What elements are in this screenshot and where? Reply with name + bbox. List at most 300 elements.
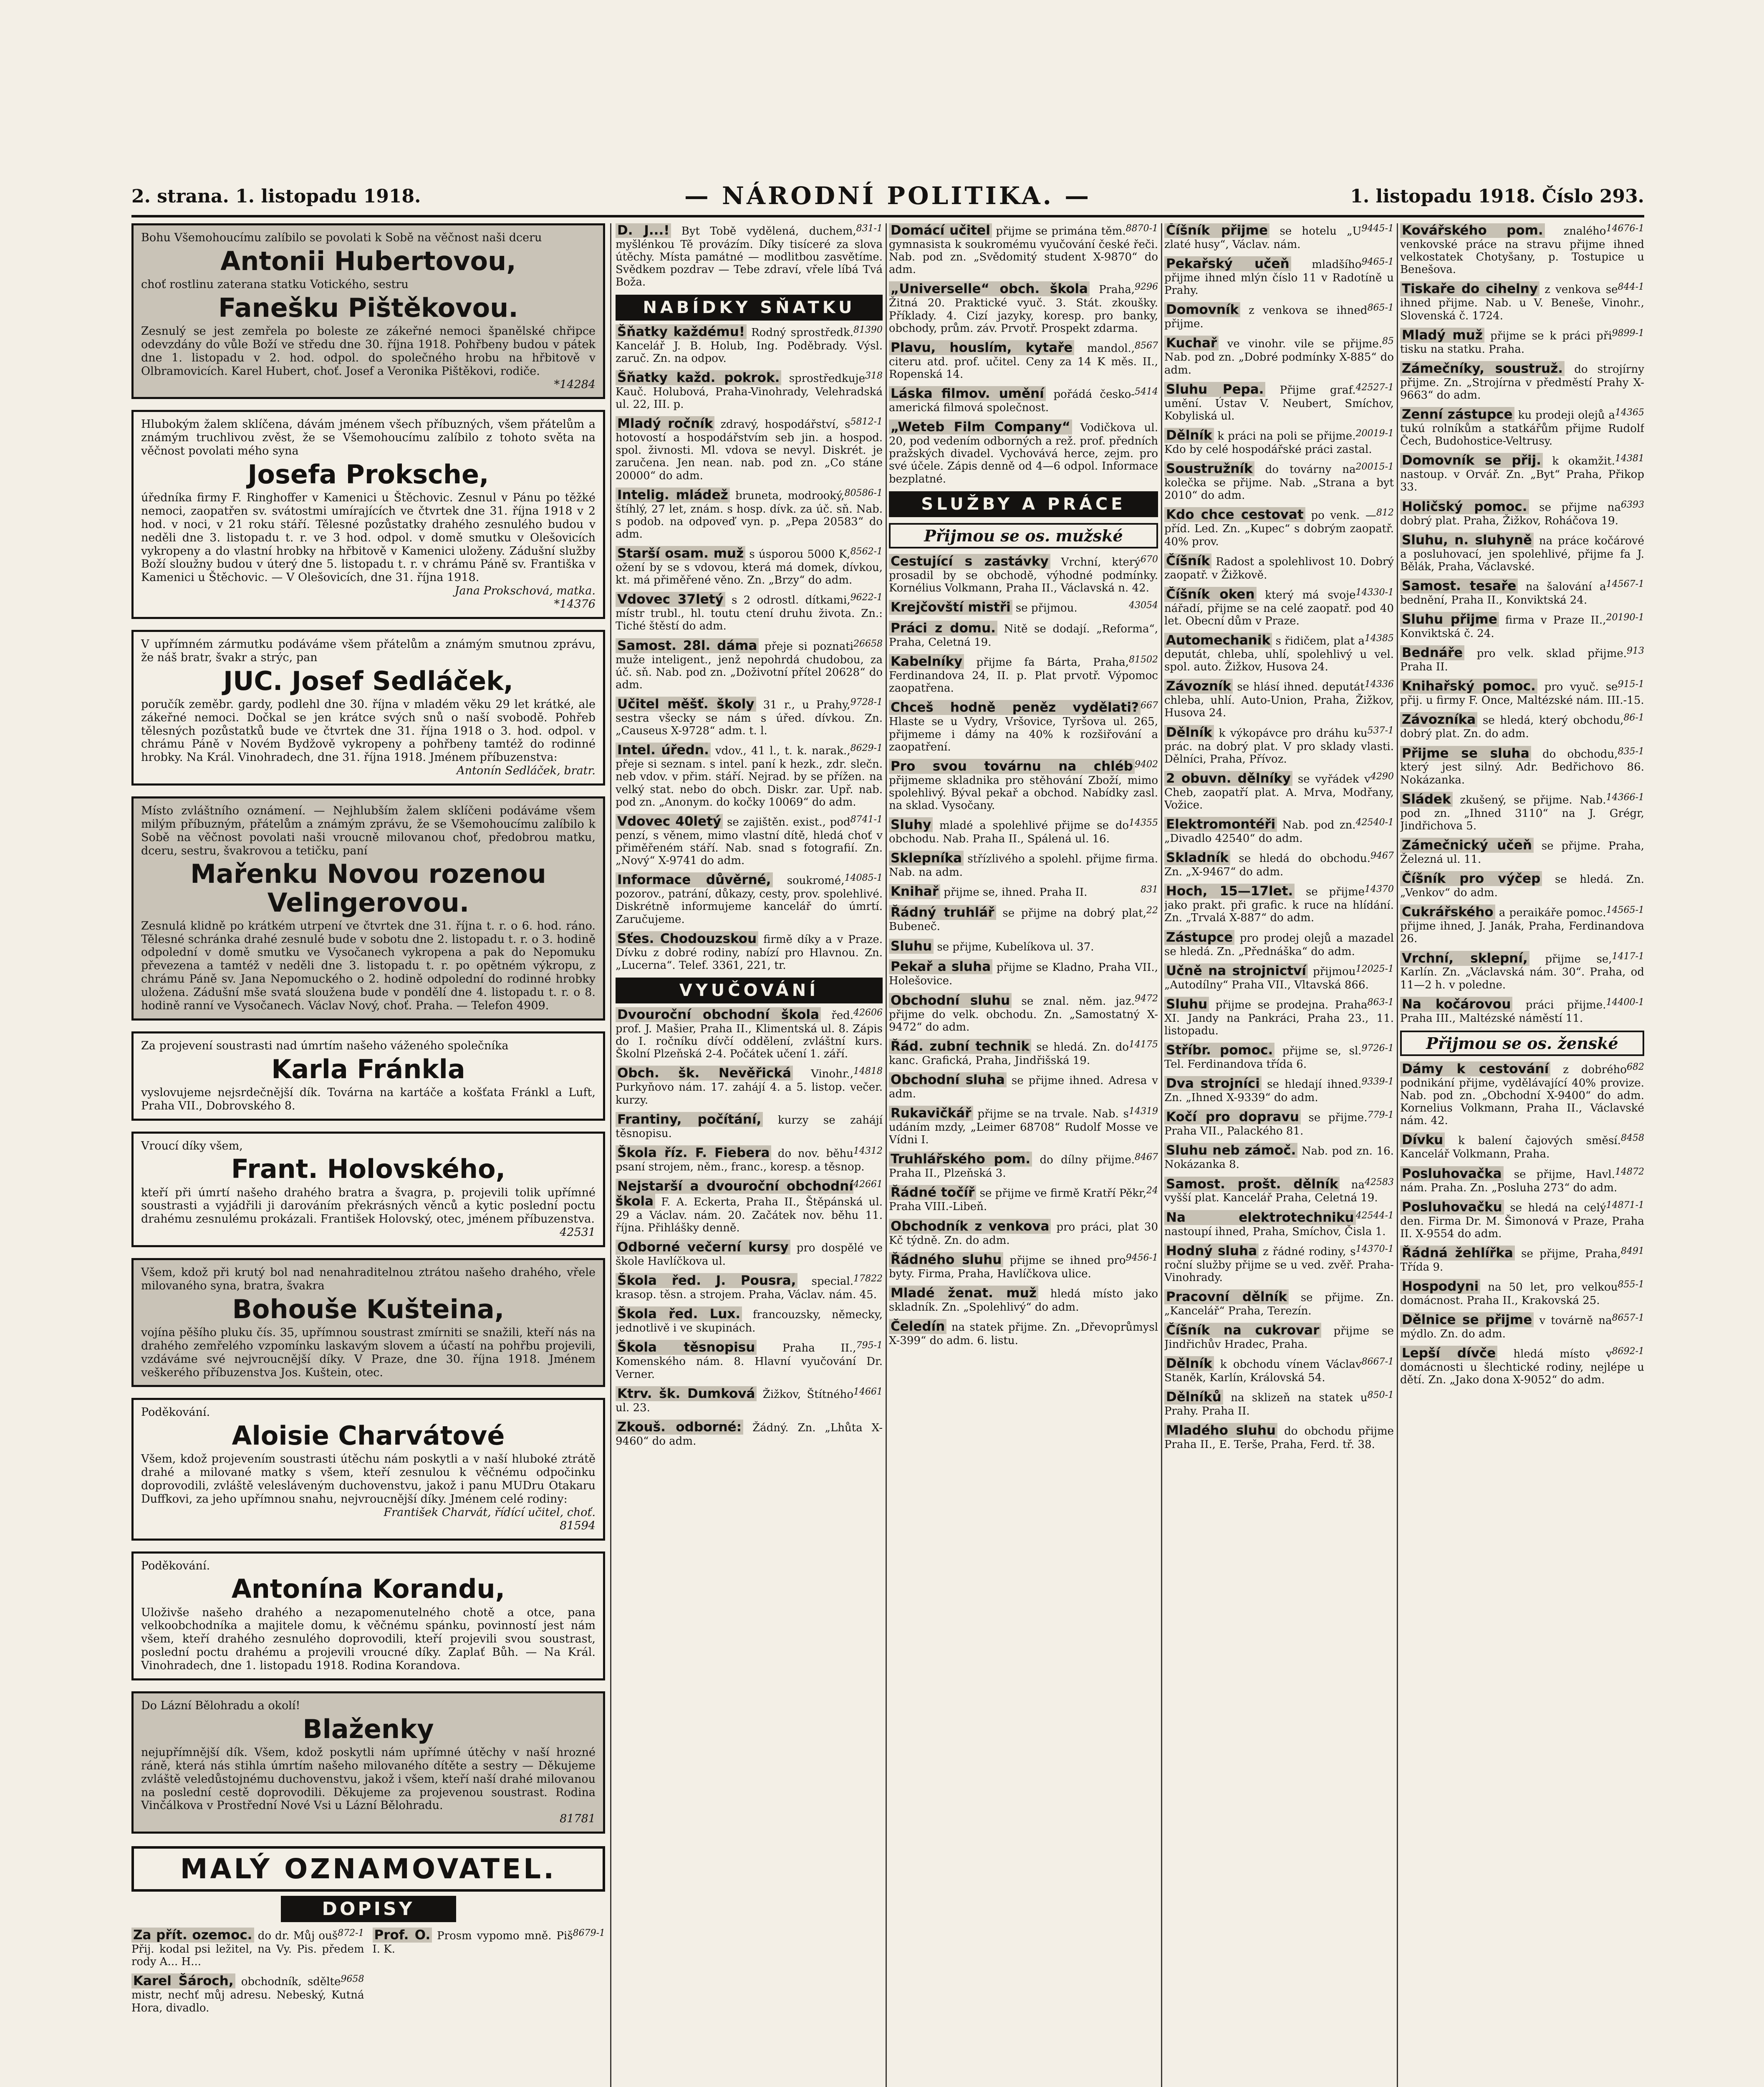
classified-ad [1164,336,1394,376]
notice-intro: Do Lázní Bělohradu a okolí! [141,1699,300,1712]
ad-keyword: Automechanik [1164,633,1272,648]
ad-text: Vinohr., Purkyňovo nám. 17. zahájí 4. a 5. listop. večer. kurzy. [616,1068,883,1107]
ad-text: se přijme ve firmě Kratří Pěkr, Praha VIII.-Libeň. [889,1187,1147,1213]
ad-keyword: Elektromontéři [1164,817,1277,832]
ad-keyword: Knihař [889,884,940,899]
classified-ad [889,621,1158,649]
classified-ad [1164,1210,1394,1238]
ad-keyword: Řádná žehlířka [1400,1246,1515,1261]
classified-ad [616,1008,883,1060]
ad-number: 8629-1 [850,743,883,754]
ad-keyword: Bednáře [1400,645,1464,660]
ad-text: do nov. běhu psaní strojem, něm., franc., koresp. a těsnop. [616,1147,865,1173]
ad-keyword: Plavu, houslím, kytaře [889,340,1074,355]
ad-keyword: Pracovní dělník [1164,1289,1289,1304]
ad-keyword: Zkouš. odborné: [616,1420,743,1435]
classified-ad [616,639,883,691]
classified-ad [1164,633,1394,673]
classified-ad [1400,746,1644,786]
ad-number: 42661 [853,1179,883,1190]
ad-keyword: Číšník [1164,553,1211,568]
classified-ad [616,743,883,809]
notice-body: kteří při úmrtí našeho drahého bratra a švagra, p. projevili tolik upřímné soustrasti a vyjádřili ji darováním překrásných věnců a kytic poslední poctu drahému zesnulému prokázali. František Holovský, otec, jménem příbuzenstva. [141,1186,596,1226]
marriage-banner: NABÍDKY SŇATKU [616,295,883,321]
ad-keyword: Sluhu, n. sluhyně [1400,533,1534,548]
classified-ad [1400,1133,1644,1160]
classified-ad [889,1319,1158,1347]
classified-ad [889,939,1158,954]
classified-ad [889,600,1158,615]
ad-keyword: Posluhovačka [1400,1166,1504,1181]
ad-keyword: Pekař a sluha [889,959,992,974]
classified-ad [1164,884,1394,924]
ad-text: do obchodu přijme Praha II., E. Terše, Praha, Ferd. tř. 38. [1164,1425,1394,1451]
ad-text: Praha, Žitná 20. Praktické vyuč. 3. Stát. zkoušky. Příklady. 4. Cizí jazyky, koresp. pro banky, obchody, prům. záv. Prvotř. Prospekt zdarma. [889,283,1158,335]
classified-title: MALÝ OZNAMOVATEL. [131,1846,605,1892]
ad-keyword: Sťes. Chodouzskou [616,931,758,946]
ad-number: 855-1 [1618,1279,1644,1290]
classified-ad [616,371,883,411]
notice-intro: Za projevení soustrasti nad úmrtím našeho váženého společníka [141,1039,509,1052]
ad-keyword: Číšník na cukrovar [1164,1323,1321,1338]
ad-keyword: Hoch, 15—17let. [1164,884,1295,899]
column-rule [886,223,887,2087]
ad-number: 14370 [1365,884,1394,895]
ad-number: 9296 [1135,282,1158,293]
ad-keyword: Samost. 28l. dáma [616,638,759,653]
ad-keyword: Dělníků [1164,1390,1223,1405]
ad-text: do dílny přijme. Praha II., Plzeňská 3. [889,1154,1135,1180]
ad-text: zkušený, se přijme. Nab. pod zn. „Ihned 3110“ na J. Grégr, Jindřichova 5. [1400,793,1644,832]
ad-text: přijme se, sl. Tel. Ferdinandova třída 6. [1164,1045,1362,1071]
ad-text: sprostředkuje Kauč. Holubová, Praha-Vinohrady, Velehradská ul. 22, III. p. [616,372,883,411]
ad-text: se přijme. Praha, Železná ul. 11. [1400,840,1644,866]
ad-text: přijme se k práci při tisku na statku. Praha. [1400,329,1612,356]
notice-body: Všem, kdož projevením soustrasti útěchu nám poskytli a v naší hluboké ztrátě drahé a milované matky s všem, kteří zesnulou k věčnému odpočinku doprovodili, zvláště velesláveným duchovenstvu, jakož i panu MUDru Otakaru Duffkovi, za jeho upřímnou snahu, nejvroucnější díky. Jménem celé rodiny: [141,1453,596,1506]
ad-number: 9339-1 [1361,1076,1394,1087]
classified-ad [889,282,1158,334]
classified-ad [889,818,1158,845]
classified-ad [616,546,883,586]
ad-number: 667 [1141,700,1158,711]
ad-keyword: Vdovec 40letý [616,814,723,829]
ad-text: přijmou „Autodílny“ Praha VII., Vltavská 866. [1164,965,1369,991]
ad-text: přijmeme skladnika pro stěhování Zboží, mimo spolehlivý. Býval pekař a obchod. Nabídky zasl. na sklad. Vysočany. [889,774,1158,812]
ad-keyword: Prof. O. [373,1928,432,1943]
classified-ad [616,325,883,365]
ad-text: obchodník, sdělte mistr, nechť můj adresu. Nebeský, Kutná Hora, divadlo. [131,1976,364,2014]
ad-text: se přijme jako prakt. při grafic. k ruce na hlídání. Zn. „Trvalá X-887“ do adm. [1164,886,1394,925]
ad-text: Žádný. Zn. „Lhůta X-9460“ do adm. [616,1421,883,1448]
ad-text: se hledá, který obchodu, dobrý plat. Zn. do adm. [1400,714,1624,740]
classified-ad [1164,851,1394,878]
ad-text: přeje si poznati muže inteligent., jenž nepohrdá chudobou, za úč. sň. Nab. pod zn. „Doživotní přítel 20628“ do adm. [616,640,883,691]
ad-keyword: Dělník [1164,1356,1214,1371]
death-notice [131,796,605,1021]
ad-number: 14085-1 [844,873,883,884]
classified-ad [616,223,883,289]
ad-number: 14355 [1129,818,1158,829]
ad-text: přijme fa Bárta, Praha, Ferdinandova 24, II. p. Plat prvotř. Výpomoc zaopatřena. [889,656,1158,695]
ad-text: pro velk. sklad přijme. Praha II. [1400,647,1627,674]
classified-ad [1164,725,1394,766]
ad-keyword: Mladé ženat. muž [889,1286,1038,1301]
ad-number: 831 [1141,884,1158,895]
classified-ad [1164,1323,1394,1351]
ads-list [889,223,1158,485]
ad-text: soukromé, pozorov., patrání, důkazy, cesty, prov. spolehlivé. Diskrétně informujeme kancelář do úmrtí. Zaručujeme. [616,874,883,926]
ad-text: pro vyuč. se přij. u firmy F. Once, Maltézské nám. III.-15. [1400,681,1644,707]
ad-number: 42544-1 [1355,1210,1394,1221]
notice-name: JUC. Josef Sedláček, [223,665,513,696]
notice-body: Zesnulý se jest zemřela po boleste ze zákeřné nemoci španělské chřipce odevzdány do vůle Boží ve středu dne 30. října 1918. Pohřbeny budou v pátek dne 1. listopadu v 2. hod. odpol. do společného hrobu na hřbitově v Olbramovicích. Karel Hubert, choť. Josef a Veronika Pištěkovi, rodiče. [141,325,596,378]
classified-ad [1400,1346,1644,1386]
ad-keyword: Obchodní sluha [889,1072,1007,1087]
ad-text: se hledá na celý den. Firma Dr. M. Šimonová v Praze, Praha II. X-9554 do adm. [1400,1201,1644,1240]
classified-ad [1164,554,1394,581]
notice-name: Aloisie Charvátové [232,1420,505,1451]
ad-keyword: Láska filmov. umění [889,386,1046,401]
notice-text: choť rostlinu zaterana statku Votického, sestru [141,278,409,291]
classified-ad [1400,533,1644,573]
ad-text: se hledá do obchodu. Zn. „X-9467“ do adm. [1164,852,1371,879]
classified-ad [1400,905,1644,945]
notice-text: nejupřímnější dík. [141,1746,248,1759]
ad-text: special. krasop. těsn. a strojem. Praha, Václav. nám. 45. [616,1275,877,1301]
classified-ad [889,905,1158,933]
notice-number: 42531 [560,1226,596,1239]
ad-text: Nab. pod zn. „Divadlo 42540“ do adm. [1164,819,1356,845]
ad-number: 8692-1 [1612,1346,1644,1357]
classified-ad [1400,1167,1644,1194]
ad-text: na sklizeň na statek u Prahy. Praha II. [1164,1392,1368,1418]
dopisy-list [131,1928,605,2020]
classified-ad [1400,453,1644,493]
ad-keyword: Sklepníka [889,851,964,866]
ad-number: 8491 [1621,1246,1644,1256]
ad-keyword: Škola těsnopisu [616,1340,757,1355]
ad-text: z dobrého podnikání přijme, vydělávající 40% provize. Nab. pod zn. „Obchodní X-9400“ do adm. Kornelius Volkmann, Praha II., Václavské nám. 42. [1400,1063,1644,1127]
ad-keyword: Odborné večerní kursy [616,1240,790,1255]
classified-ad [1400,838,1644,866]
ad-keyword: Skladník [1164,850,1230,865]
classified-ad [1164,1177,1394,1205]
ad-number: 682 [1627,1061,1644,1072]
ad-keyword: Posluhovačku [1400,1200,1504,1215]
classified-ad [616,1387,883,1414]
ad-text: a peraikáře pomoc. přijme ihned, J. Janák, Praha, Ferdinandova 26. [1400,907,1644,945]
ad-number: 14365 [1615,407,1644,418]
ad-keyword: Závozníka [1400,712,1477,727]
ad-text: francouzsky, německy, jednotlivě i ve skupinách. [616,1309,883,1335]
death-notice [131,410,605,619]
ad-number: 14818 [853,1066,883,1077]
ad-number: 779-1 [1367,1110,1394,1121]
ad-keyword: Práci z domu. [889,621,997,636]
ad-number: 17822 [853,1273,883,1284]
ad-text: firmě díky a v Praze. Dívku z dobré rodiny, nabízí pro Hlavnou. Zn. „Lucerna“. Telef. 3361, 221, tr. [616,933,883,972]
notice-name: Antonii Hubertovou, [220,245,516,276]
classified-ad [889,1185,1158,1213]
ad-text: z venkova se ihned přijme. [1164,304,1368,331]
ad-keyword: Domovník [1164,302,1240,317]
ad-number: 14381 [1615,453,1644,464]
ad-text: řed. prof. J. Mašier, Praha II., Klimentská ul. 8. Zápis do I. ročníku dívčí oddělení, zvláštní kurs. Školní Plzeňská 2-4. Počátek učení 1. září. [616,1009,883,1061]
ad-number: 14676-1 [1606,223,1644,234]
ad-keyword: Kuchař [1164,336,1219,351]
ad-number: 9728-1 [850,697,883,708]
ad-text: přijme se Jindřichův Hradec, Praha. [1164,1325,1394,1351]
ad-number: 835-1 [1618,746,1644,757]
ad-text: se přijme, Havl. nám. Praha. Zn. „Posluha 273“ do adm. [1400,1168,1618,1194]
notice-intro: Všem, kdož při krutý bol nad nenahraditelnou ztrátou našeho drahého, vřele milovaného syna, bratra, švakra [141,1266,596,1292]
classified-ad [1164,1390,1394,1417]
ad-keyword: Pro svou továrnu na chléb [889,759,1135,774]
ad-text: na vyšší plat. Kancelář Praha, Celetná 19. [1164,1178,1378,1205]
ad-text: k obchodu vínem Václav Staněk, Karlín, Královská 54. [1164,1358,1362,1385]
classified-ad [889,341,1158,381]
ad-keyword: Sluhu přijme [1400,612,1499,627]
ad-keyword: Karel Šároch, [131,1973,235,1988]
ad-keyword: Kabelníky [889,654,964,669]
ads-list [1400,1062,1644,1387]
ad-text: pro prodej olejů a mazadel se hledá. Zn. „Přednáška“ do adm. [1164,932,1394,958]
ad-text: vdov., 41 l., t. k. narak., přeje si seznam. s intel. paní k hezk., zdr. slečn. neb vdov. v přim. stáří. Nejrad. by se přížen. na velký stat. nebo do obch. Diskr. zar. Upř. nab. pod zn. „Anonym. do kočky 10069“ do adm. [616,745,883,809]
column-rule [1161,223,1162,2087]
ad-text: se přijme. Praha VII., Palackého 81. [1164,1112,1368,1138]
notice-name: Bohouše Kušteina, [232,1294,505,1324]
ad-keyword: Čeledín [889,1319,946,1334]
ad-keyword: Škola říz. F. Fiebera [616,1145,771,1160]
ad-keyword: D. J...! [616,223,671,238]
ad-text: se přijme, Kubelíkova ul. 37. [937,940,1094,953]
classified-ad [889,884,1158,899]
classified-ad [1400,282,1644,322]
ad-keyword: Ktrv. šk. Dumková [616,1386,757,1401]
ad-number: 14175 [1129,1039,1158,1050]
ad-text: Nab. pod zn. 16. Nokázanka 8. [1164,1145,1394,1171]
ad-keyword: Dívku [1400,1132,1445,1147]
notice-body: Uloživše našeho drahého a nezapomenutelného chotě a otce, pana velkoobchodníka a majitele domu, k věčnému spánku, povinností jest nám všem, kteří drahého zesnulého doprovodili, kteří projevili svou soustrast, poslední poctu drahému a projevili vroucné díky. Zaplať Bůh. — Na Král. Vinohradech, dne 1. listopadu 1918. Rodina Korandova. [141,1606,596,1673]
ad-keyword: Mladý muž [1400,328,1484,343]
classified-ad [616,814,883,867]
classified-ad [1164,930,1394,958]
notice-intro: Vroucí díky všem, [141,1139,243,1152]
notice-number: 81781 [560,1812,596,1826]
ad-keyword: Lepší dívče [1400,1346,1497,1361]
classified-ad [1164,817,1394,845]
ad-number: 831-1 [856,223,883,234]
ad-keyword: Rukavičkář [889,1106,973,1121]
ad-text: v továrně na mýdlo. Zn. do adm. [1400,1314,1612,1341]
ad-keyword: Sluhu [1164,997,1209,1012]
ad-number: 42527-1 [1355,382,1394,393]
ad-keyword: Škola řed. J. Pousra, [616,1273,797,1288]
classified-ad [131,1974,364,2014]
ad-text: přijme se na trvale. Nab. s udáním mzdy, „Leimer 68708“ Rudolf Mosse ve Vídni I. [889,1108,1158,1147]
ad-number: 12025-1 [1355,963,1394,974]
classified-ad [1400,1313,1644,1340]
ad-text: který má svoje nářadí, přijme se na celé zaopatř. pod 40 let. Obecní dům v Praze. [1164,589,1394,627]
ad-text: se přijme, Praha, Třída 9. [1400,1247,1621,1273]
ad-text: pro dospělé ve škole Havlíčkova ul. [616,1242,883,1268]
death-notice [131,223,605,399]
ad-keyword: Kdo chce cestovat [1164,507,1305,522]
ad-keyword: Soustružník [1164,461,1254,476]
ad-number: 22 [1146,905,1158,916]
ad-number: 6393 [1621,499,1644,510]
ad-keyword: Učitel měšť. školy [616,697,756,712]
ad-text: práci přijme. Praha III., Maltézské náměstí 11. [1400,998,1606,1025]
notice-name: Fanešku Pištěkovou. [218,292,518,323]
death-notice [131,1691,605,1834]
ad-number: 14400-1 [1606,997,1644,1008]
ads-list [1164,223,1394,1451]
ad-keyword: Obchodní sluhu [889,993,1012,1008]
ad-keyword: Cukrářského [1400,905,1495,920]
ad-number: 9465-1 [1361,257,1394,268]
ad-text: k práci na poli se přijme. Kdo by celé hospodářské práci zastal. [1164,430,1372,456]
ad-keyword: Knihařský pomoc. [1400,679,1537,694]
newspaper-title: — NÁRODNÍ POLITIKA. — [684,182,1092,210]
notice-name: Antonína Korandu, [231,1574,505,1604]
ad-number: 14871-1 [1606,1200,1644,1210]
ad-text: se přijmou. [1015,602,1078,615]
ad-text: na práce kočárové a posluhovací, jen spolehlivé, přijme fa J. Bělák, Praha, Václavské. [1400,534,1644,573]
ad-keyword: Zámečnický učeň [1400,838,1534,853]
ad-number: 8657-1 [1612,1313,1644,1324]
ad-keyword: Dva strojníci [1164,1076,1262,1091]
death-notice [131,1398,605,1540]
classified-ad [1164,1143,1394,1171]
ad-keyword: „Universelle“ obch. škola [889,281,1090,296]
classified-ad [1164,997,1394,1037]
ad-text: F. A. Eckerta, Praha II., Štěpánská ul. 29 a Václav. nám. 20. Začátek nov. běhu 11. října. Přihlášky denně. [616,1195,883,1234]
ad-text: hledá místo jako skladník. Zn. „Spolehlivý“ do adm. [889,1287,1158,1314]
masthead [131,177,1644,217]
ad-keyword: Chceš hodně peněz vydělati? [889,700,1141,715]
column-5 [1400,223,1644,2087]
ad-number: 850-1 [1367,1390,1394,1401]
ad-number: 86-1 [1623,713,1644,723]
classified-ad [1400,646,1644,673]
ad-number: 5812-1 [850,417,883,427]
ad-keyword: Zenní zástupce [1400,407,1514,422]
classified-ad [1400,997,1644,1025]
ad-keyword: Dámy k cestování [1400,1061,1550,1076]
notice-name: Karla Fránkla [271,1054,465,1084]
classified-ad [889,654,1158,695]
ad-text: se vyřádek v Cheb, zaopatří plat. A. Mrva, Modřany, Vožice. [1164,773,1394,811]
ad-keyword: Kovářského pom. [1400,223,1545,238]
ad-number: 9402 [1135,759,1158,770]
classified-ad [1164,223,1394,251]
ad-text: Radost a spolehlivost 10. Dobrý zaopatř. v Žižkově. [1164,555,1394,581]
ad-keyword: Vdovec 37letý [616,592,725,607]
ad-text: Vodičkova ul. 20, pod vedením odborných a rež. prof. předních pražských divadel. Vychovává herce, zejm. pro své účele. Zápis denně od 4—6 odpol. Informace bezplatné. [889,422,1158,485]
classified-ad [616,1307,883,1334]
classified-ad [1164,1043,1394,1071]
ad-keyword: Kočí pro dopravu [1164,1109,1301,1124]
notice-signature: František Charvát, řídící učitel, choť. [384,1506,596,1519]
ad-keyword: Dělník [1164,428,1214,443]
ad-number: 14567-1 [1606,579,1644,589]
ad-number: 9467 [1370,851,1394,862]
classified-ad [616,592,883,632]
ad-number: 9622-1 [850,592,883,603]
ad-text: se hledá. Zn. do kanc. Grafická, Praha, Jindřišská 19. [889,1041,1129,1067]
classified-ad [889,554,1158,594]
column-rule [1397,223,1398,2087]
ad-number: 14385 [1365,633,1394,644]
ad-number: 81390 [853,324,883,335]
ad-number: 915-1 [1618,679,1644,690]
ad-number: 43054 [1129,600,1158,611]
ad-keyword: Šňatky každ. pokrok. [616,370,781,385]
notice-intro: Poděkování. [141,1559,210,1572]
ad-text: na šalování a bednění, Praha II., Konviktská 24. [1400,580,1606,606]
ad-text: kurzy se zahájí těsnopisu. [616,1114,883,1140]
ad-text: se zajištěn. exist., pod penzí, s věnem, mimo vlastní dítě, hledá choť v přiměřeném stáří. Nab. snad s fotografií. Zn. „Nový“ X-9741 do adm. [616,816,883,867]
column-3 [889,223,1158,2087]
ad-number: 795-1 [856,1340,883,1351]
ad-number: 318 [865,370,883,381]
ad-text: po venk. — příd. Led. Zn. „Kupec“ s dobrým zaopatř. 40% prov. [1164,509,1394,548]
classified-ad [1164,257,1394,297]
page-date-right: 1. listopadu 1918. Číslo 293. [1350,186,1644,207]
classified-ad [1400,328,1644,356]
ad-number: 537-1 [1367,725,1394,736]
notice-intro: Hlubokým žalem sklíčena, dávám jménem všech příbuzných, všem přátelům a známým truchlivou zvěst, že se Všemohoucímu zalíbilo z tohoto světa na věčnost povolati mého syna [141,418,596,458]
notices-list [131,223,605,1834]
ad-number: 9726-1 [1361,1043,1394,1054]
ad-keyword: Učně na strojnictví [1164,963,1308,978]
classified-ad [373,1928,606,1968]
ad-text: hledá místo v domácnosti u šlechtické rodiny, nejlépe u dětí. Zn. „Jako dona X-9052“ do adm. [1400,1348,1644,1387]
ad-text: přijme se, ihned. Praha II. [944,886,1088,899]
ad-text: k balení čajových směsí. Kancelář Volkmann, Praha. [1400,1134,1621,1161]
ad-text: z venkova se ihned přijme. Nab. u V. Beneše, Vinohr., Slovenská č. 1724. [1400,283,1644,322]
ad-keyword: Na elektrotechniku [1164,1210,1356,1225]
ads-list [616,1008,883,1448]
ad-text: k okamžit. nastoup. v Orvář. Zn. „Byt“ Praha, Přikop 33. [1400,455,1644,494]
classified-ad [1164,462,1394,502]
ad-text: přijme se prodejna. Praha XI. Jandy na Pankráci, Praha 23., 11. listopadu. [1164,998,1394,1037]
ad-number: 81502 [1129,654,1158,665]
ad-number: 9658 [341,1974,364,1985]
notice-intro: Místo zvláštního oznámení. — Nejhlubším žalem sklíčeni podáváme všem milým příbuzným, přátelům a známým zprávu, že se Všemohoucímu zalíbilo k Sobě na věčnost povolati naši vroucně milovanou choť, předobrou matku, dceru, sestru, švakrovou a tetičku, paní [141,804,596,857]
ad-keyword: Řád. zubní technik [889,1039,1031,1054]
classified-ad [1164,1423,1394,1451]
ad-text: s řidičem, plat a deputát, chleba, uhlí, spolehlivý u vel. spol. auto. Žižkov, Husova 24. [1164,635,1394,674]
ad-number: 670 [1141,554,1158,565]
ad-number: 9472 [1135,993,1158,1004]
ad-text: se přijme. Zn. „Kancelář“ Praha, Terezín. [1164,1291,1394,1317]
ad-number: 42583 [1365,1177,1394,1188]
classified-ad [1164,1244,1394,1284]
classified-ad [1164,679,1394,719]
classified-ad [889,759,1158,812]
ad-keyword: Řádné točíř [889,1185,976,1200]
ad-text: 31 r., u Prahy, sestra všecky se nám s úřed. dívkou. Zn. „Causeus X-9728“ adm. t. l. [616,699,883,738]
ad-text: do strojírny přijme. Zn. „Strojírna v předměstí Prahy X-9663“ do adm. [1400,363,1644,402]
notice-number: 81594 [560,1519,596,1532]
classified-ad [1400,1279,1644,1307]
ad-number: 8458 [1621,1133,1644,1144]
ad-text: pořádá česko-americká filmová společnost. [889,388,1135,414]
men-wanted-heading: Přijmou se os. mužské [889,523,1158,548]
ad-text: Hlaste se u Vydry, Vršovice, Tyršova ul. 265, přijmeme i dámy na 40% k rozšiřování a zaopatření. [889,715,1158,753]
